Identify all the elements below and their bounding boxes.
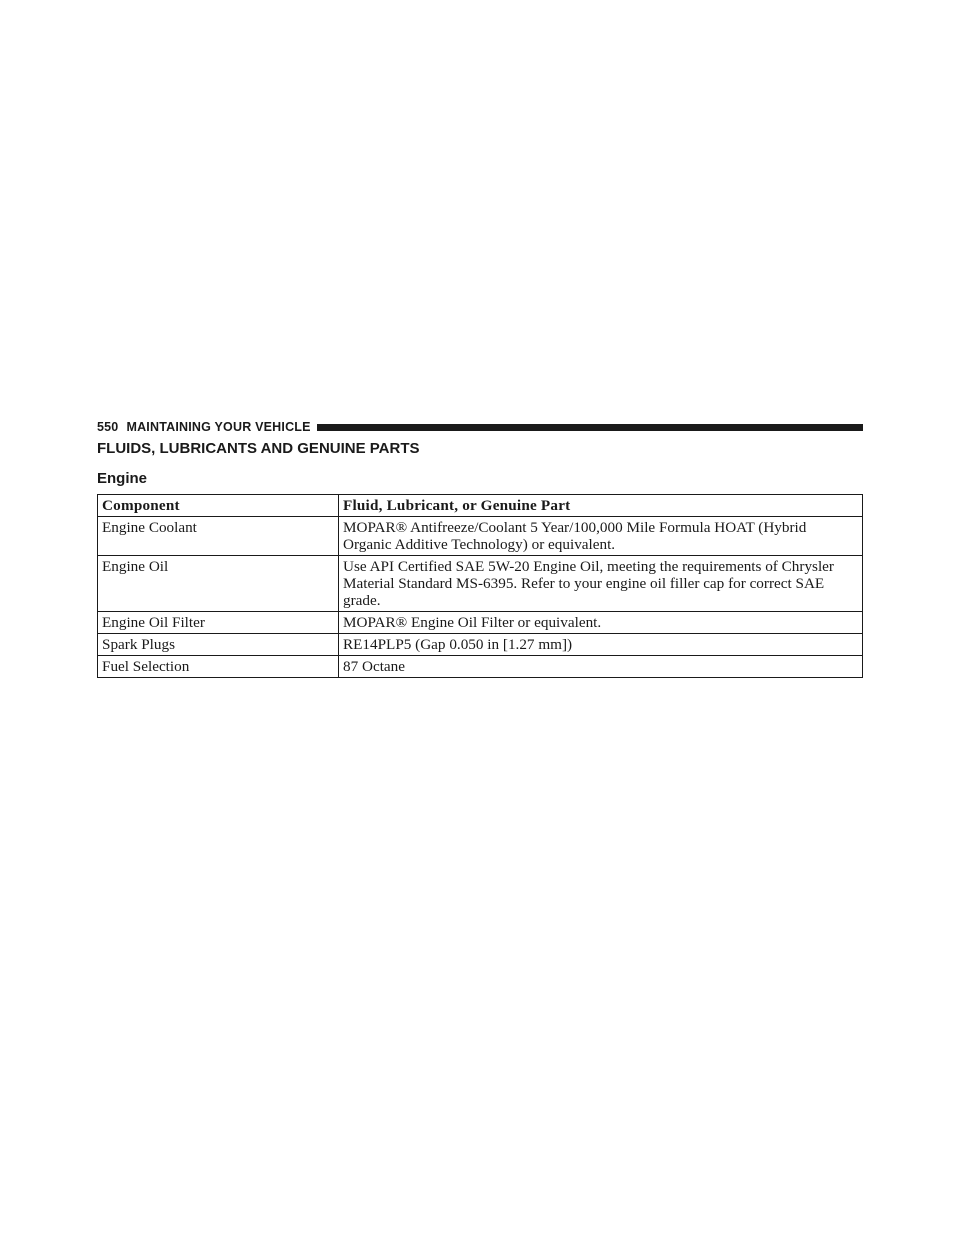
component-cell: Engine Oil bbox=[98, 556, 339, 612]
component-cell: Spark Plugs bbox=[98, 634, 339, 656]
table-row bbox=[98, 556, 863, 612]
header-rule bbox=[317, 424, 863, 431]
part-cell: MOPAR® Engine Oil Filter or equivalent. bbox=[339, 612, 863, 634]
table-row bbox=[98, 612, 863, 634]
fluids-table bbox=[97, 494, 863, 678]
running-header bbox=[97, 418, 863, 436]
table-row bbox=[98, 517, 863, 556]
column-header-part: Fluid, Lubricant, or Genuine Part bbox=[339, 495, 863, 517]
component-cell: Engine Oil Filter bbox=[98, 612, 339, 634]
component-cell: Fuel Selection bbox=[98, 656, 339, 678]
part-cell: Use API Certified SAE 5W-20 Engine Oil, meeting the requirements of Chrysler Material Standard MS-6395. Refer to your engine oil filler cap for correct SAE grade. bbox=[339, 556, 863, 612]
section-subtitle: Engine bbox=[97, 470, 148, 487]
page-number: 550 bbox=[97, 420, 119, 434]
page-title: FLUIDS, LUBRICANTS AND GENUINE PARTS bbox=[97, 440, 420, 457]
part-cell: RE14PLP5 (Gap 0.050 in [1.27 mm]) bbox=[339, 634, 863, 656]
section-name: MAINTAINING YOUR VEHICLE bbox=[126, 420, 311, 434]
component-cell: Engine Coolant bbox=[98, 517, 339, 556]
part-cell: 87 Octane bbox=[339, 656, 863, 678]
table-row bbox=[98, 634, 863, 656]
part-cell: MOPAR® Antifreeze/Coolant 5 Year/100,000 Mile Formula HOAT (Hybrid Organic Additive Technology) or equivalent. bbox=[339, 517, 863, 556]
table-row bbox=[98, 656, 863, 678]
column-header-component: Component bbox=[98, 495, 339, 517]
table-header-row bbox=[98, 495, 863, 517]
